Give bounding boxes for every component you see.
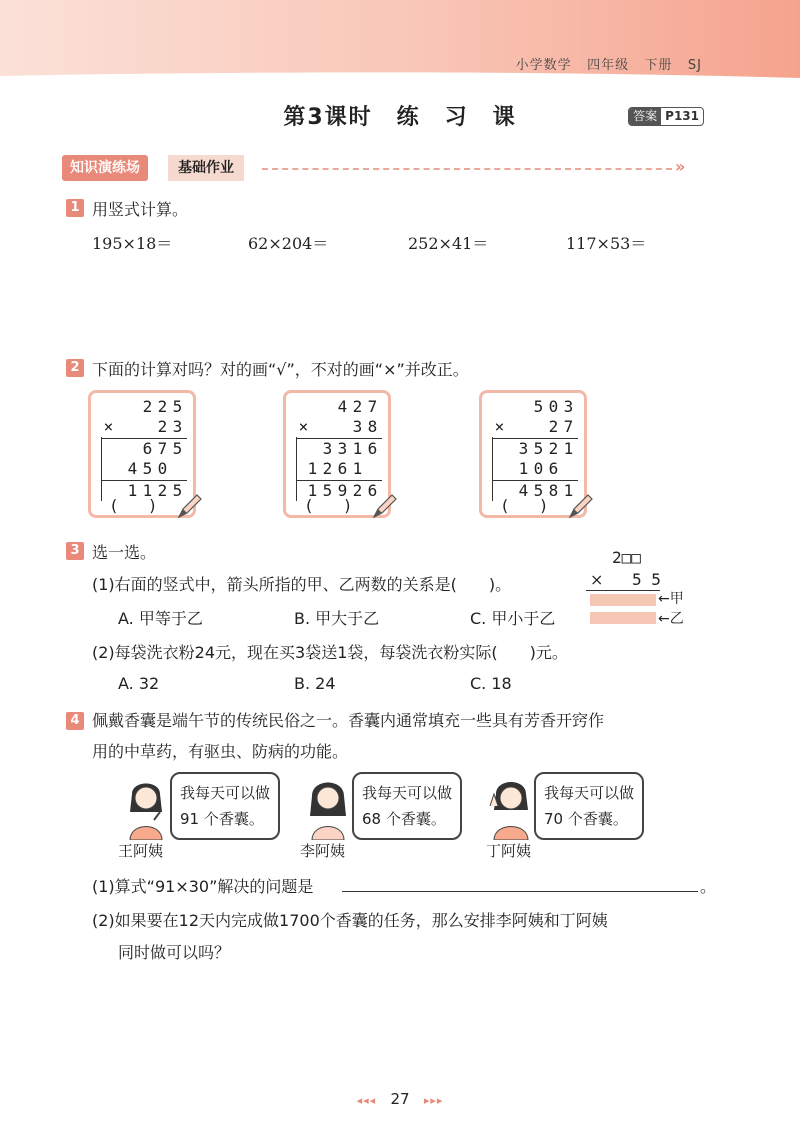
speech-li-line2: 68 个香囊。 — [362, 810, 446, 828]
digit: 1 — [518, 459, 529, 478]
calc-side-rule — [101, 437, 102, 501]
q4-sub1-end: 。 — [700, 877, 717, 896]
partial-product-2-row — [97, 459, 187, 479]
digit: 0 — [548, 397, 559, 416]
digit: 5 — [533, 481, 544, 500]
prev-arrows-icon: ◂◂◂ — [356, 1094, 377, 1107]
pencil-icon — [566, 491, 596, 521]
header-book: 小学数学 — [515, 58, 572, 73]
digit: 2 — [157, 417, 168, 436]
q3-figure-rule — [586, 590, 660, 591]
digit: 3 — [352, 417, 363, 436]
name-li: 李阿姨 — [300, 842, 346, 860]
woman-avatar-icon — [306, 776, 350, 840]
header-volume: 下册 — [644, 58, 673, 73]
partial-product-1-row — [488, 439, 578, 459]
pencil-icon — [175, 491, 205, 521]
answer-badge[interactable] — [628, 107, 704, 126]
multiply-sign: × — [103, 417, 114, 436]
digit: 2 — [352, 397, 363, 416]
q4-number: 4 — [66, 712, 84, 730]
speech-ding-line1: 我每天可以做 — [544, 784, 635, 802]
digit: 6 — [367, 481, 378, 500]
judge-answer-paren[interactable]: ( ) — [502, 496, 547, 515]
speech-bubble-wang — [170, 772, 280, 840]
partial-product-1-row — [97, 439, 187, 459]
q1-item-1: 195×18＝ — [92, 234, 173, 253]
digit: 3 — [518, 439, 529, 458]
q4-sub1: (1)算式“91×30”解决的问题是 — [92, 877, 314, 896]
calc-side-rule — [492, 437, 493, 501]
q3-sub1-option-b[interactable]: B. 甲大于乙 — [294, 609, 380, 628]
header-grade: 四年级 — [587, 58, 630, 73]
q3-figure-op: × — [590, 570, 604, 589]
digit: 4 — [337, 397, 348, 416]
q2-number: 2 — [66, 359, 84, 377]
page-number: 27 — [390, 1090, 410, 1108]
speech-ding-line2: 70 个香囊。 — [544, 810, 628, 828]
digit: 3 — [322, 439, 333, 458]
digit: 5 — [533, 397, 544, 416]
q4-sub2-line1: (2)如果要在12天内完成做1700个香囊的任务，那么安排李阿姨和丁阿姨 — [92, 911, 608, 930]
digit: 7 — [563, 417, 574, 436]
partial-product-2-row — [292, 459, 382, 479]
digit: 5 — [533, 439, 544, 458]
digit: 6 — [548, 459, 559, 478]
name-ding: 丁阿姨 — [486, 842, 532, 860]
q4-prompt-line2: 用的中草药，有驱虫、防病的功能。 — [92, 742, 349, 761]
answer-label: 答案 — [629, 108, 661, 125]
judge-answer-paren[interactable]: ( ) — [111, 496, 156, 515]
digit: 8 — [367, 417, 378, 436]
section-subtitle: 基础作业 — [168, 155, 244, 181]
digit: 6 — [142, 439, 153, 458]
section-tag: 知识演练场 — [62, 155, 148, 181]
header-edition: SJ — [687, 58, 702, 73]
speech-bubble-li — [352, 772, 462, 840]
digit: 3 — [337, 439, 348, 458]
person-ding — [482, 772, 652, 862]
q3-sub2: (2)每袋洗衣粉24元，现在买3袋送1袋，每袋洗衣粉实际( )元。 — [92, 643, 568, 662]
digit: 6 — [367, 439, 378, 458]
woman-avatar-icon — [124, 776, 168, 840]
q1-item-2: 62×204＝ — [248, 234, 329, 253]
q4-sub1-answer-field[interactable] — [342, 872, 698, 892]
q3-sub2-option-c[interactable]: C. 18 — [470, 674, 512, 693]
digit: 0 — [533, 459, 544, 478]
digit: 0 — [157, 459, 168, 478]
answer-page: P131 — [665, 109, 699, 123]
digit: 1 — [352, 459, 363, 478]
multiplicand-row — [97, 397, 187, 417]
digit: 2 — [322, 459, 333, 478]
multiplicand-row — [292, 397, 382, 417]
calc-box-2 — [283, 390, 391, 518]
q4-prompt-line1: 佩戴香囊是端午节的传统民俗之一。香囊内通常填充一些具有芳香开窍作 — [92, 711, 605, 730]
person-wang — [118, 772, 288, 862]
digit: 1 — [307, 459, 318, 478]
digit: 2 — [352, 481, 363, 500]
judge-answer-paren[interactable]: ( ) — [306, 496, 351, 515]
woman-waving-icon — [486, 776, 532, 840]
digit: 6 — [337, 459, 348, 478]
q3-figure-label-yi: ←乙 — [658, 611, 684, 627]
q3-sub1-option-c[interactable]: C. 甲小于乙 — [470, 609, 556, 628]
q3-figure-blank-jia — [590, 594, 656, 606]
q3-sub2-option-b[interactable]: B. 24 — [294, 674, 336, 693]
digit: 2 — [142, 397, 153, 416]
speech-wang-line2: 91 个香囊。 — [180, 810, 264, 828]
digit: 2 — [157, 481, 168, 500]
q3-sub1-option-a[interactable]: A. 甲等于乙 — [118, 609, 203, 628]
digit: 1 — [563, 481, 574, 500]
pencil-icon — [370, 491, 400, 521]
name-wang: 王阿姨 — [118, 842, 164, 860]
q3-number: 3 — [66, 542, 84, 560]
speech-bubble-ding — [534, 772, 644, 840]
q3-figure-top-digit: 2 — [612, 548, 622, 567]
digit: 2 — [548, 417, 559, 436]
multiply-sign: × — [494, 417, 505, 436]
digit: 7 — [157, 439, 168, 458]
digit: 4 — [518, 481, 529, 500]
q1-prompt: 用竖式计算。 — [92, 200, 189, 219]
q1-number: 1 — [66, 199, 84, 217]
multiplier-row — [97, 417, 187, 437]
digit: 1 — [142, 481, 153, 500]
digit: 1 — [127, 481, 138, 500]
q3-figure-bottom: 5 5 — [632, 570, 661, 589]
multiplier-row — [488, 417, 578, 437]
digit: 1 — [352, 439, 363, 458]
q3-figure-boxes: □□ — [621, 548, 641, 567]
section-divider — [262, 168, 672, 170]
next-arrows-icon: ▸▸▸ — [423, 1094, 444, 1107]
multiply-sign: × — [298, 417, 309, 436]
digit: 4 — [127, 459, 138, 478]
speech-wang-line1: 我每天可以做 — [180, 784, 271, 802]
q3-figure-label-jia: ←甲 — [658, 591, 684, 607]
digit: 5 — [172, 439, 183, 458]
q3-prompt: 选一选。 — [92, 543, 157, 562]
q3-figure-blank-yi — [590, 612, 656, 624]
q1-item-3: 252×41＝ — [408, 234, 489, 253]
q4-sub2-line2: 同时做可以吗？ — [118, 943, 231, 962]
digit: 9 — [337, 481, 348, 500]
multiplicand-row — [488, 397, 578, 417]
digit: 5 — [172, 481, 183, 500]
page-footer — [0, 1090, 800, 1108]
digit: 8 — [548, 481, 559, 500]
lesson-title: 第3课时 练 习 课 — [283, 105, 517, 130]
digit: 2 — [548, 439, 559, 458]
person-li — [300, 772, 470, 862]
calc-box-1 — [88, 390, 196, 518]
digit: 3 — [563, 397, 574, 416]
digit: 5 — [142, 459, 153, 478]
q1-item-4: 117×53＝ — [566, 234, 647, 253]
digit: 5 — [172, 397, 183, 416]
digit: 1 — [563, 439, 574, 458]
digit: 5 — [322, 481, 333, 500]
section-arrows-icon: » — [675, 157, 686, 176]
digit: 7 — [367, 397, 378, 416]
q2-prompt: 下面的计算对吗？对的画“√”，不对的画“×”并改正。 — [92, 360, 469, 379]
q3-sub1: (1)右面的竖式中，箭头所指的甲、乙两数的关系是( )。 — [92, 575, 512, 594]
digit: 2 — [157, 397, 168, 416]
digit: 1 — [307, 481, 318, 500]
speech-li-line1: 我每天可以做 — [362, 784, 453, 802]
calc-box-3 — [479, 390, 587, 518]
q3-sub2-option-a[interactable]: A. 32 — [118, 674, 160, 693]
q3-figure — [580, 548, 700, 632]
header-book-info — [516, 54, 702, 73]
calc-side-rule — [296, 437, 297, 501]
multiplier-row — [292, 417, 382, 437]
partial-product-2-row — [488, 459, 578, 479]
digit: 3 — [172, 417, 183, 436]
partial-product-1-row — [292, 439, 382, 459]
